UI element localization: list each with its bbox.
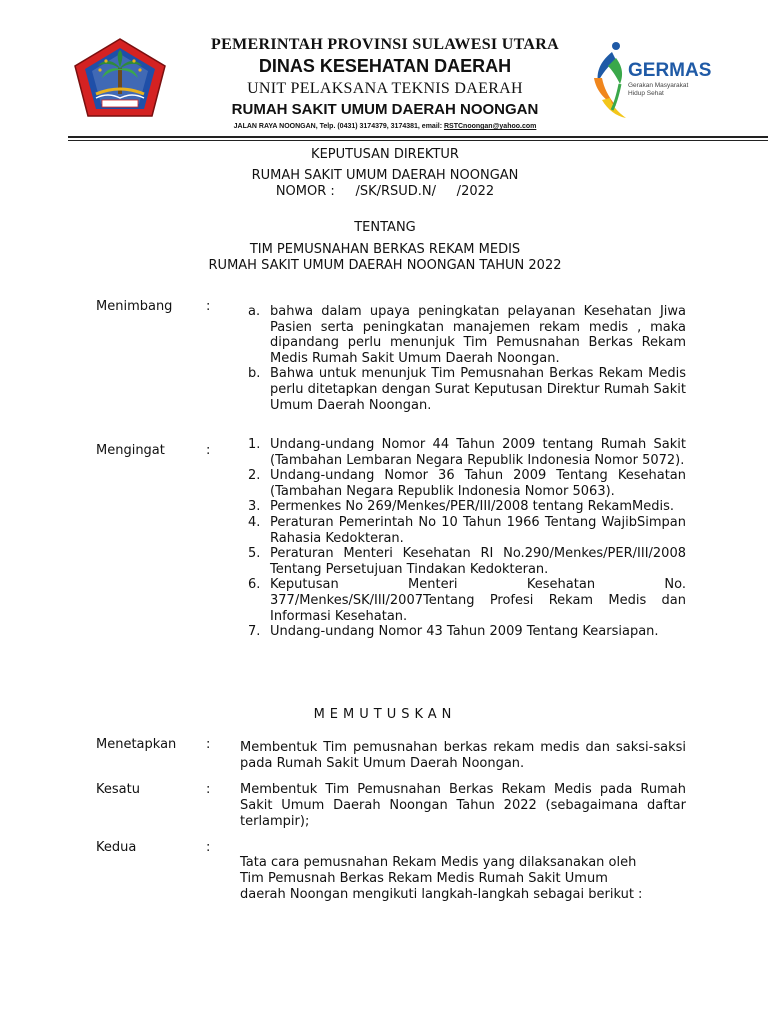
- list-item: [240, 515, 686, 546]
- menetapkan-label: Menetapkan: [96, 737, 177, 752]
- kedua-colon: :: [206, 840, 211, 855]
- list-item: [240, 468, 686, 499]
- decree-heading: KEPUTUSAN DIREKTUR: [311, 147, 459, 162]
- list-item: [240, 304, 686, 366]
- header-rule-thin: [68, 140, 768, 141]
- memutuskan-heading: MEMUTUSKAN: [313, 707, 457, 722]
- item-text: Bahwa untuk menunjuk Tim Pemusnahan Berkas Rekam Medis perlu ditetapkan dengan Surat Keputusan Direktur Rumah Sakit Umum Daerah Noongan.: [270, 366, 686, 413]
- item-text: Peraturan Menteri Kesehatan RI No.290/Menkes/PER/III/2008 Tentang Persetujuan Tindakan Kedokteran.: [270, 546, 686, 577]
- list-item: [240, 366, 686, 413]
- kedua-line-3: daerah Noongan mengikuti langkah-langkah sebagai berikut :: [240, 887, 643, 902]
- menetapkan-text: Membentuk Tim pemusnahan berkas rekam medis dan saksi-saksi pada Rumah Sakit Umum Daerah Noongan.: [240, 740, 686, 771]
- kedua-text: [240, 855, 642, 903]
- germas-brand: GERMAS: [628, 60, 712, 81]
- list-item: [240, 577, 686, 624]
- item-text: Peraturan Pemerintah No 10 Tahun 1966 Tentang WajibSimpan Rahasia Kedokteran.: [270, 514, 686, 546]
- kesatu-text: Membentuk Tim Pemusnahan Berkas Rekam Medis pada Rumah Sakit Umum Daerah Noongan Tahun 2022 (sebagaimana daftar terlampir);: [240, 782, 686, 829]
- menetapkan-colon: :: [206, 737, 211, 752]
- item-marker: 2.: [248, 468, 261, 484]
- item-marker: a.: [248, 304, 261, 319]
- item-marker: 6.: [248, 577, 261, 593]
- header-address: [170, 123, 600, 130]
- provincial-crest-icon: [72, 36, 168, 122]
- decree-number: NOMOR : /SK/RSUD.N/ /2022: [275, 184, 495, 199]
- kedua-line-1: Tata cara pemusnahan Rekam Medis yang dilaksanakan oleh: [240, 855, 637, 870]
- mengingat-label: Mengingat: [96, 443, 165, 458]
- kesatu-colon: :: [206, 782, 211, 797]
- mengingat-colon: :: [206, 443, 211, 458]
- email-link[interactable]: RSTCnoongan@yahoo.com: [443, 123, 537, 130]
- header-unit: UNIT PELAKSANA TEKNIS DAERAH: [247, 80, 523, 97]
- item-marker: 3.: [248, 499, 261, 515]
- item-text: Undang-undang Nomor 36 Tahun 2009 Tentang Kesehatan (Tambahan Negara Republik Indonesia Nomor 5063).: [270, 468, 686, 499]
- item-text: Undang-undang Nomor 44 Tahun 2009 tentang Rumah Sakit (Tambahan Lembaran Negara Republik Indonesia Nomor 5072).: [270, 437, 686, 468]
- list-item: [240, 499, 686, 515]
- header-agency: DINAS KESEHATAN DAERAH: [258, 56, 512, 76]
- item-marker: 4.: [248, 514, 261, 530]
- germas-tagline-1: Gerakan Masyarakat: [628, 82, 689, 89]
- menimbang-list: [240, 304, 686, 413]
- header-government: PEMERINTAH PROVINSI SULAWESI UTARA: [211, 36, 559, 53]
- menimbang-colon: :: [206, 299, 211, 314]
- item-text: bahwa dalam upaya peningkatan pelayanan Kesehatan Jiwa Pasien serta peningkatan manajemen rekam medis , maka dipandang perlu menunjuk Tim Pemusnahan Berkas Rekam Medis Rumah Sakit Umum Daerah Noongan.: [270, 304, 686, 366]
- germas-logo: [586, 40, 712, 120]
- decree-org: RUMAH SAKIT UMUM DAERAH NOONGAN: [251, 168, 519, 183]
- kedua-line-2: Tim Pemusnah Berkas Rekam Medis Rumah Sakit Umum: [240, 871, 608, 886]
- item-text: Permenkes No 269/Menkes/PER/III/2008 tentang RekamMedis.: [270, 499, 674, 515]
- item-marker: 1.: [248, 437, 261, 452]
- mengingat-list: [240, 437, 686, 640]
- subject-line-2: RUMAH SAKIT UMUM DAERAH NOONGAN TAHUN 2022: [208, 258, 562, 273]
- item-text: Undang-undang Nomor 43 Tahun 2009 Tentang Kearsiapan.: [270, 624, 659, 640]
- subject-line-1: TIM PEMUSNAHAN BERKAS REKAM MEDIS: [249, 242, 521, 257]
- list-item: [240, 624, 686, 640]
- header-hospital: RUMAH SAKIT UMUM DAERAH NOONGAN: [231, 101, 539, 118]
- list-item: [240, 546, 686, 577]
- kesatu-label: Kesatu: [96, 782, 140, 797]
- menimbang-label: Menimbang: [96, 299, 173, 314]
- header-rule-thick: [68, 136, 768, 138]
- germas-tagline: [628, 82, 688, 98]
- kedua-label: Kedua: [96, 840, 137, 855]
- item-marker: 5.: [248, 546, 261, 562]
- tentang-heading: TENTANG: [354, 220, 416, 235]
- item-marker: b.: [248, 366, 261, 382]
- address-text: JALAN RAYA NOONGAN, Telp. (0431) 3174379, 3174381, email:: [233, 123, 444, 130]
- germas-tagline-2: Hidup Sehat: [628, 90, 664, 97]
- list-item: [240, 437, 686, 468]
- item-text: Keputusan Menteri Kesehatan No. 377/Menkes/SK/III/2007Tentang Profesi Rekam Medis dan Informasi Kesehatan.: [270, 577, 686, 624]
- item-marker: 7.: [248, 624, 261, 640]
